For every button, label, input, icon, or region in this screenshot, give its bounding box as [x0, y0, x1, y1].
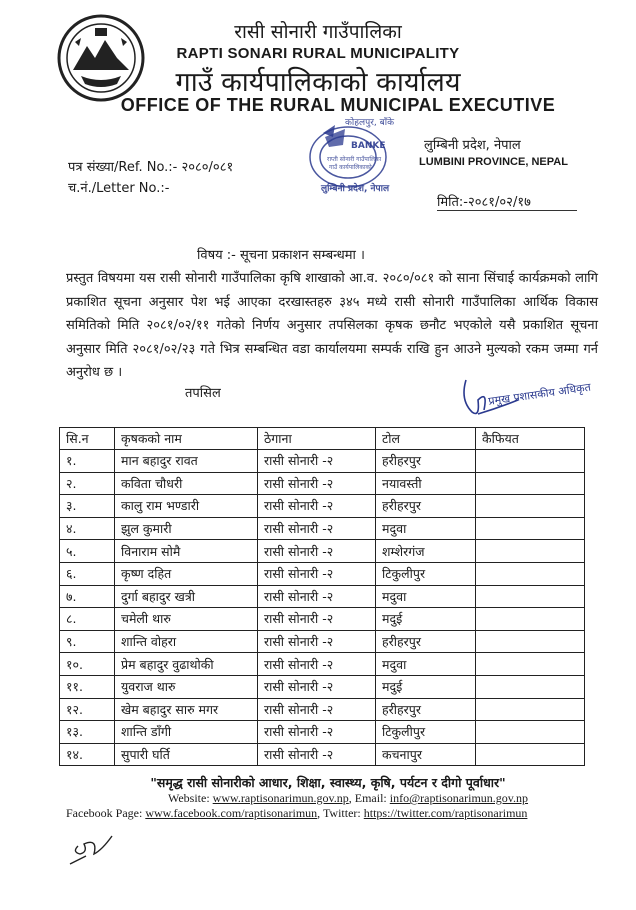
- cell-farmer-name: कालु राम भण्डारी: [115, 495, 258, 518]
- cell-serial: १२.: [60, 698, 115, 721]
- cell-remarks: [476, 608, 585, 631]
- date-field: [437, 192, 531, 210]
- cell-remarks: [476, 721, 585, 744]
- cell-address: रासी सोनारी -२: [258, 721, 376, 744]
- table-header-row: [60, 428, 585, 450]
- cell-serial: ४.: [60, 517, 115, 540]
- office-name-np: गाउँ कार्यपालिकाको कार्यालय: [175, 67, 461, 98]
- table-row: [60, 721, 585, 744]
- table-row: [60, 653, 585, 676]
- cell-address: रासी सोनारी -२: [258, 698, 376, 721]
- cell-address: रासी सोनारी -२: [258, 495, 376, 518]
- twitter-label: , Twitter:: [317, 806, 361, 820]
- ref-value: २०८०/०८१: [181, 160, 234, 175]
- cell-serial: ७.: [60, 585, 115, 608]
- footer-social: [66, 806, 527, 821]
- cell-farmer-name: झुल कुमारी: [115, 517, 258, 540]
- cell-tole: शम्शेरगंज: [376, 540, 476, 563]
- cell-tole: मदुवा: [376, 585, 476, 608]
- cell-serial: ८.: [60, 608, 115, 631]
- cell-remarks: [476, 675, 585, 698]
- subject-line: विषय :- सूचना प्रकाशन सम्बन्धमा ।: [197, 248, 365, 263]
- cell-serial: ९.: [60, 630, 115, 653]
- cell-address: रासी सोनारी -२: [258, 743, 376, 766]
- cell-tole: हरीहरपुर: [376, 698, 476, 721]
- cell-tole: टिकुलीपुर: [376, 721, 476, 744]
- facebook-label: Facebook Page:: [66, 806, 143, 820]
- cell-serial: १३.: [60, 721, 115, 744]
- cell-farmer-name: सुपारी घर्ति: [115, 743, 258, 766]
- table-row: [60, 608, 585, 631]
- cell-farmer-name: शान्ति वोहरा: [115, 630, 258, 653]
- province-en: LUMBINI PROVINCE, NEPAL: [419, 156, 568, 168]
- cell-remarks: [476, 450, 585, 473]
- svg-text:BANKE: BANKE: [351, 141, 386, 151]
- notice-body: प्रस्तुत विषयमा यस रासी सोनारी गाउँपालिका कृषि शाखाको आ.व. २०८०/०८१ को साना सिंचाई कार्यक्रमको लागि प्रकाशित सूचना अनुसार पेश भई आएका दरखास्तहरु ३४५ मध्ये रासी सोनारी गाउँपालिका आर्थिक विकास समितिको मिति २०८१/०२/११ गतेको निर्णय अनुसार तपसिलका कृषक छनौट भएकोले यसै प्रकाशित सूचना अनुसार मिति २०८१/०२/२३ गते भित्र सम्बन्धित वडा कार्यालयमा सम्पर्क राखि हुन आउने मुल्यको रकम जम्मा गर्न अनुरोध छ ।: [66, 271, 598, 380]
- cell-remarks: [476, 653, 585, 676]
- cell-address: रासी सोनारी -२: [258, 472, 376, 495]
- table-row: [60, 562, 585, 585]
- cell-farmer-name: चमेली थारु: [115, 608, 258, 631]
- cell-serial: ३.: [60, 495, 115, 518]
- cell-remarks: [476, 630, 585, 653]
- column-header-serial: सि.न: [60, 428, 115, 450]
- table-row: [60, 585, 585, 608]
- municipality-name-np: रासी सोनारी गाउँपालिका: [234, 21, 402, 43]
- cell-tole: हरीहरपुर: [376, 495, 476, 518]
- table-row: [60, 495, 585, 518]
- cell-address: रासी सोनारी -२: [258, 653, 376, 676]
- cell-address: रासी सोनारी -२: [258, 562, 376, 585]
- date-value: २०८१/०२/१७: [468, 195, 531, 210]
- cell-serial: ५.: [60, 540, 115, 563]
- cell-remarks: [476, 743, 585, 766]
- cell-tole: मदुई: [376, 675, 476, 698]
- farmer-list-table: [59, 427, 585, 766]
- cell-tole: हरीहरपुर: [376, 450, 476, 473]
- officer-signature: [458, 370, 608, 420]
- cell-farmer-name: कृष्ण दहित: [115, 562, 258, 585]
- cell-tole: कचनापुर: [376, 743, 476, 766]
- cell-address: रासी सोनारी -२: [258, 608, 376, 631]
- footer-motto: "समृद्ध रासी सोनारीको आधार, शिक्षा, स्वास्थ्य, कृषि, पर्यटन र दीगो पूर्वाधार": [150, 775, 506, 790]
- cell-address: रासी सोनारी -२: [258, 450, 376, 473]
- cell-farmer-name: खेम बहादुर सारु मगर: [115, 698, 258, 721]
- cell-remarks: [476, 540, 585, 563]
- cell-serial: ६.: [60, 562, 115, 585]
- svg-text:कोहलपुर, बाँके: कोहलपुर, बाँके: [345, 118, 395, 128]
- date-underline: [437, 210, 577, 211]
- website-link[interactable]: www.raptisonarimun.gov.np: [212, 791, 349, 805]
- cell-remarks: [476, 585, 585, 608]
- column-header-name: कृषकको नाम: [115, 428, 258, 450]
- cell-remarks: [476, 562, 585, 585]
- details-heading: तपसिल: [185, 386, 221, 401]
- cell-remarks: [476, 495, 585, 518]
- cell-farmer-name: मान बहादुर रावत: [115, 450, 258, 473]
- cell-serial: १४.: [60, 743, 115, 766]
- cell-farmer-name: प्रेम बहादुर वुढाथोकी: [115, 653, 258, 676]
- cell-address: रासी सोनारी -२: [258, 675, 376, 698]
- cell-tole: मदुवा: [376, 653, 476, 676]
- cell-address: रासी सोनारी -२: [258, 630, 376, 653]
- table-row: [60, 517, 585, 540]
- letter-number: च.नं./Letter No.:-: [68, 181, 170, 196]
- svg-text:लुम्बिनी प्रदेश, नेपाल: लुम्बिनी प्रदेश, नेपाल: [321, 184, 390, 194]
- cell-farmer-name: शान्ति डाँगी: [115, 721, 258, 744]
- cell-serial: ११.: [60, 675, 115, 698]
- footer-contact: [0, 791, 636, 806]
- cell-farmer-name: दुर्गा बहादुर खत्री: [115, 585, 258, 608]
- table-row: [60, 675, 585, 698]
- svg-text:गाउँ कार्यपालिकाको: गाउँ कार्यपालिकाको: [329, 164, 372, 171]
- cell-address: रासी सोनारी -२: [258, 585, 376, 608]
- email-link[interactable]: info@raptisonarimun.gov.np: [389, 791, 529, 805]
- cell-address: रासी सोनारी -२: [258, 540, 376, 563]
- column-header-remarks: कैफियत: [476, 428, 585, 450]
- cell-serial: २.: [60, 472, 115, 495]
- table-row: [60, 450, 585, 473]
- province-np: लुम्बिनी प्रदेश, नेपाल: [424, 138, 521, 153]
- cell-remarks: [476, 472, 585, 495]
- cell-remarks: [476, 698, 585, 721]
- ref-label: पत्र संख्या/Ref. No.:-: [68, 160, 178, 175]
- cell-tole: नयावस्ती: [376, 472, 476, 495]
- office-seal-stamp: [293, 115, 403, 195]
- municipality-name-en: RAPTI SONARI RURAL MUNICIPALITY: [176, 45, 460, 62]
- cell-remarks: [476, 517, 585, 540]
- cell-tole: टिकुलीपुर: [376, 562, 476, 585]
- cell-tole: हरीहरपुर: [376, 630, 476, 653]
- table-row: [60, 698, 585, 721]
- cell-farmer-name: विनाराम सोमै: [115, 540, 258, 563]
- cell-address: रासी सोनारी -२: [258, 517, 376, 540]
- facebook-link[interactable]: www.facebook.com/raptisonarimun: [145, 806, 318, 820]
- table-row: [60, 540, 585, 563]
- table-row: [60, 630, 585, 653]
- website-label: Website:: [167, 791, 210, 805]
- table-row: [60, 743, 585, 766]
- cell-farmer-name: युवराज थारु: [115, 675, 258, 698]
- column-header-address: ठेगाना: [258, 428, 376, 450]
- reference-number: [68, 157, 233, 175]
- cell-tole: मदुवा: [376, 517, 476, 540]
- twitter-link[interactable]: https://twitter.com/raptisonarimun: [363, 806, 528, 820]
- cell-farmer-name: कविता चौधरी: [115, 472, 258, 495]
- cell-tole: मदुई: [376, 608, 476, 631]
- office-name-en: OFFICE OF THE RURAL MUNICIPAL EXECUTIVE: [120, 95, 556, 115]
- table-row: [60, 472, 585, 495]
- signature-title: प्रमुख प्रशासकीय अधिकृत: [487, 380, 592, 408]
- cell-serial: १.: [60, 450, 115, 473]
- date-label: मिति:-: [437, 195, 468, 210]
- email-label: , Email:: [348, 791, 387, 805]
- svg-text:राप्ती सोनारी गाउँपालिका: राप्ती सोनारी गाउँपालिका: [327, 156, 382, 163]
- initials-signature: [68, 832, 118, 868]
- column-header-tole: टोल: [376, 428, 476, 450]
- cell-serial: १०.: [60, 653, 115, 676]
